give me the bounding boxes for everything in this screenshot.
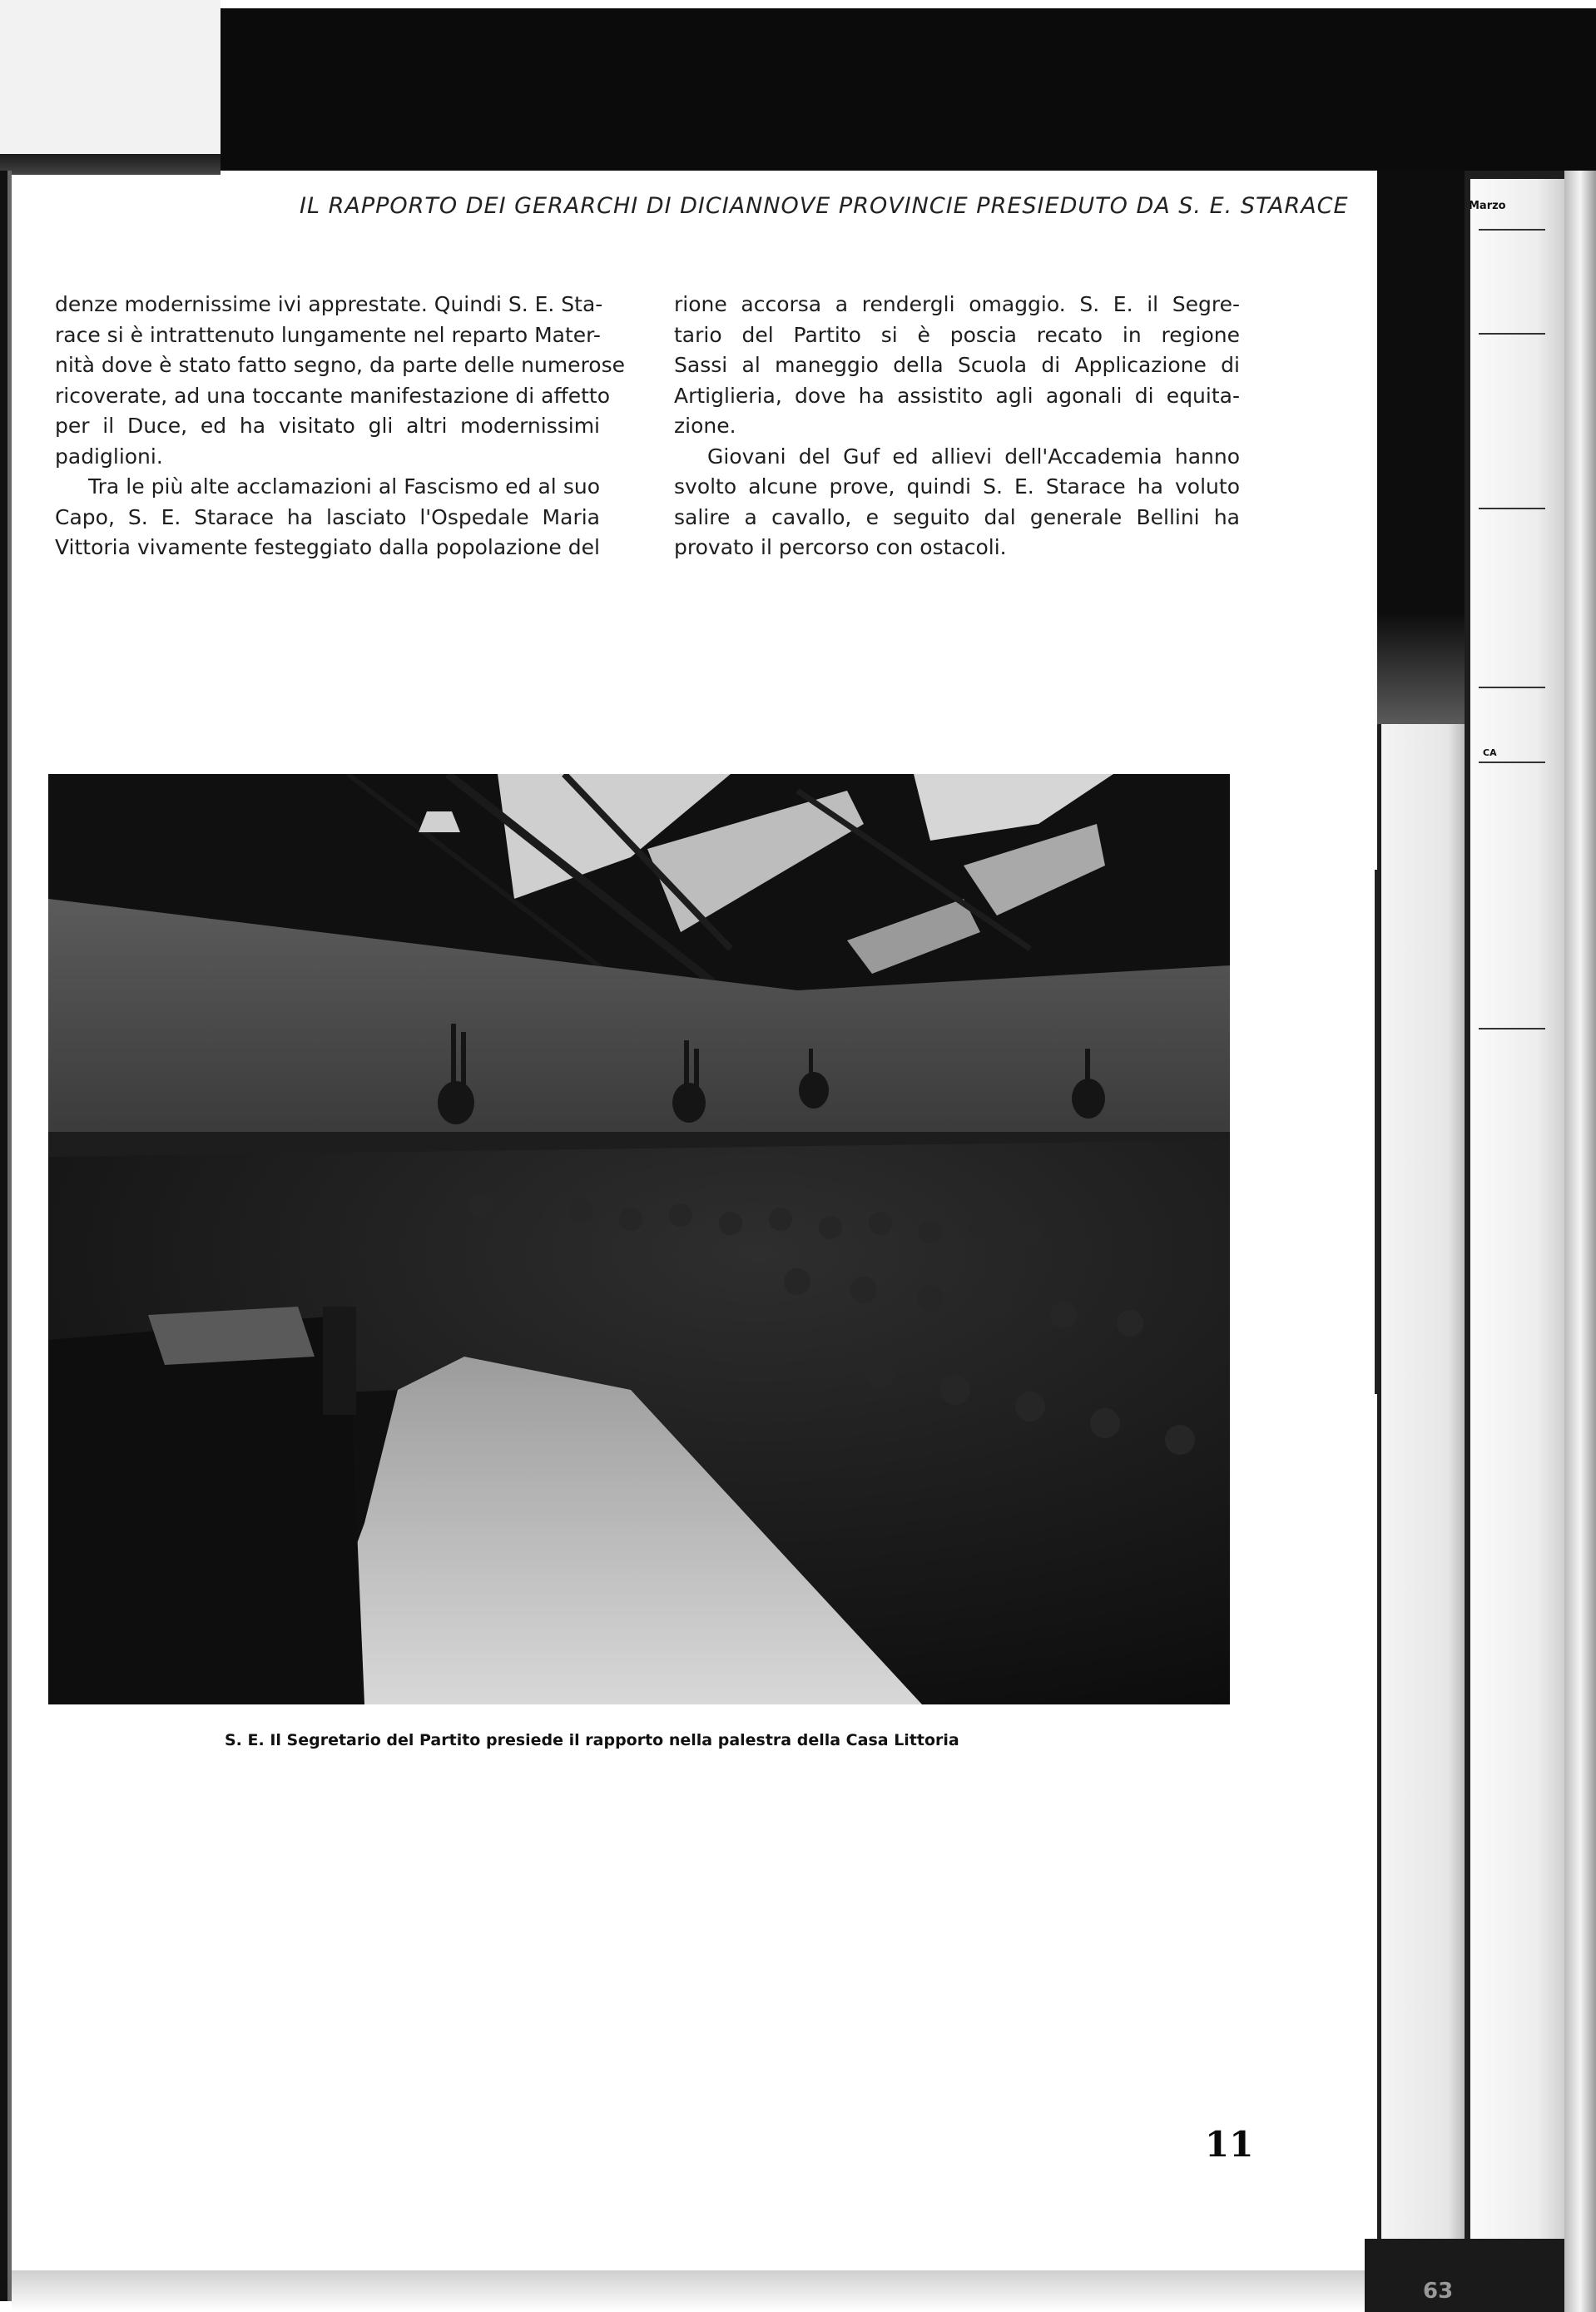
article-column-right bbox=[674, 290, 1240, 563]
adjacent-page-number: 63 bbox=[1423, 2279, 1454, 2304]
paragraph bbox=[55, 290, 625, 472]
photo-caption: S. E. Il Segretario del Partito presiede il rapporto nella palestra della Casa Littoria bbox=[225, 1731, 959, 1749]
text-line: Vittoria vivamente festeggiato dalla popolazione del bbox=[55, 535, 600, 559]
text-line: tario del Partito si è poscia recato in regione bbox=[674, 322, 1240, 347]
scan-border-left-band bbox=[0, 154, 221, 175]
text-line: denze modernissime ivi apprestate. Quindi S. E. Sta- bbox=[55, 292, 603, 316]
scan-border-bottom bbox=[12, 2270, 1385, 2312]
scan-border-left bbox=[0, 171, 12, 2301]
text-line: padiglioni. bbox=[55, 444, 163, 469]
text-line: per il Duce, ed ha visitato gli altri modernissimi bbox=[55, 414, 600, 438]
scan-border-top bbox=[221, 8, 1596, 171]
article-column-left bbox=[55, 290, 625, 563]
page-number: 11 bbox=[1205, 2124, 1254, 2165]
text-line: svolto alcune prove, quindi S. E. Starace ha voluto bbox=[674, 474, 1240, 499]
text-line: Artiglieria, dove ha assistito agli agonali di equita- bbox=[674, 383, 1240, 408]
photograph-gymnasium-assembly bbox=[48, 774, 1230, 1704]
text-line: race si è intrattenuto lungamente nel reparto Mater- bbox=[55, 322, 601, 347]
text-line: Giovani del Guf ed allievi dell'Accademia hanno bbox=[707, 444, 1240, 469]
text-line: nità dove è stato fatto segno, da parte delle numerose bbox=[55, 353, 625, 377]
text-line: provato il percorso con ostacoli. bbox=[674, 535, 1007, 559]
page-title: IL RAPPORTO DEI GERARCHI DI DICIANNOVE PROVINCIE PRESIEDUTO DA S. E. STARACE bbox=[300, 193, 1349, 219]
adjacent-page-edge bbox=[1469, 179, 1566, 2268]
paragraph bbox=[55, 472, 600, 563]
text-line: zione. bbox=[674, 414, 736, 438]
margin-rule bbox=[1375, 870, 1377, 1394]
adjacent-page-tab-text: Marzo bbox=[1469, 200, 1506, 212]
text-line: Tra le più alte acclamazioni al Fascismo ed al suo bbox=[88, 474, 600, 499]
adjacent-page-tab-text-2: CA bbox=[1483, 747, 1497, 758]
paragraph bbox=[674, 290, 1240, 442]
scan-border-top-left bbox=[0, 0, 221, 154]
text-line: salire a cavallo, e seguito dal generale Bellini ha bbox=[674, 504, 1240, 529]
text-line: ricoverate, ad una toccante manifestazione di affetto bbox=[55, 383, 611, 408]
paragraph bbox=[674, 442, 1240, 563]
scan-border-right-inset bbox=[1377, 171, 1465, 724]
photograph-illustration bbox=[48, 774, 1230, 1704]
text-line: Sassi al maneggio della Scuola di Applicazione di bbox=[674, 353, 1240, 377]
text-line: Capo, S. E. Starace ha lasciato l'Ospedale Maria bbox=[55, 504, 600, 529]
scan-border-right-strip bbox=[1381, 724, 1465, 2264]
scan-border-bottom-right bbox=[1365, 2239, 1564, 2312]
scan-border-right-rim bbox=[1564, 171, 1596, 2312]
text-line: rione accorsa a rendergli omaggio. S. E. il Segre- bbox=[674, 292, 1240, 316]
